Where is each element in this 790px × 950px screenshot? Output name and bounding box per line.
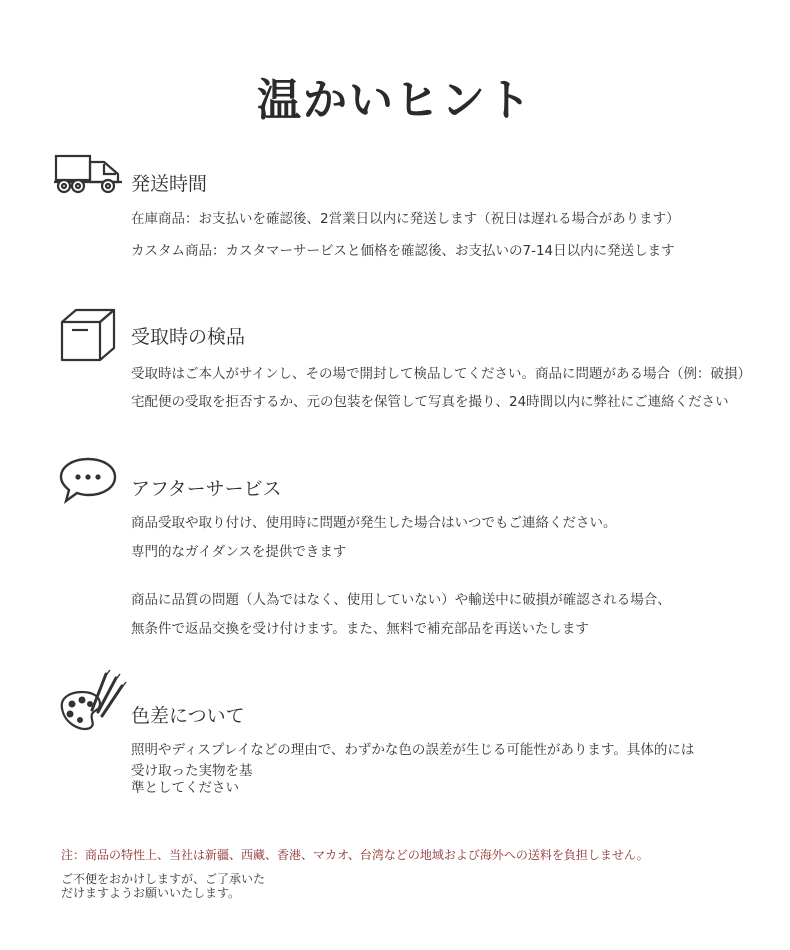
section-line: 在庫商品：お支払いを確認後、2営業日以内に発送します（祝日は遅れる場合があります） [131, 211, 680, 227]
section-heading-inspection: 受取時の検品 [131, 326, 246, 348]
section-heading-after-service: アフターサービス [131, 478, 282, 500]
palette-icon [56, 668, 128, 734]
chat-bubble-icon [58, 455, 118, 505]
section-line: 宅配便の受取を拒否するか、元の包装を保管して写真を撮り、24時間以内に弊社にご連絡ください [131, 394, 729, 410]
page-title: 温かいヒント [257, 75, 533, 126]
section-line: 無条件で返品交換を受け付けます。また、無料で補充部品を再送いたします [131, 621, 589, 637]
section-line: 準としてください [131, 780, 239, 796]
closing-line: だけますようお願いいたします。 [61, 886, 241, 900]
section-line: 商品に品質の問題（人為ではなく、使用していない）や輸送中に破損が確認される場合、 [131, 592, 671, 608]
truck-icon [52, 152, 132, 196]
closing-line: ご不便をおかけしますが、ご了承いた [61, 872, 266, 886]
section-line: カスタム商品：カスタマーサービスと価格を確認後、お支払いの7-14日以内に発送します [131, 243, 675, 259]
shipping-fee-note: 注：商品の特性上、当社は新疆、西藏、香港、マカオ、台湾などの地域および海外への送料を負担しません。 [61, 848, 649, 862]
box-icon [58, 308, 118, 364]
section-line: 商品受取や取り付け、使用時に問題が発生した場合はいつでもご連絡ください。 [131, 515, 617, 531]
section-line: 専門的なガイダンスを提供できます [131, 544, 347, 560]
section-line: 照明やディスプレイなどの理由で、わずかな色の誤差が生じる可能性があります。具体的には [131, 742, 695, 758]
section-line: 受け取った実物を基 [131, 763, 253, 779]
section-heading-color-difference: 色差について [131, 705, 245, 727]
section-line: 受取時はご本人がサインし、その場で開封して検品してください。商品に問題がある場合（例：破損） [131, 366, 752, 382]
section-heading-shipping: 発送時間 [131, 173, 208, 195]
